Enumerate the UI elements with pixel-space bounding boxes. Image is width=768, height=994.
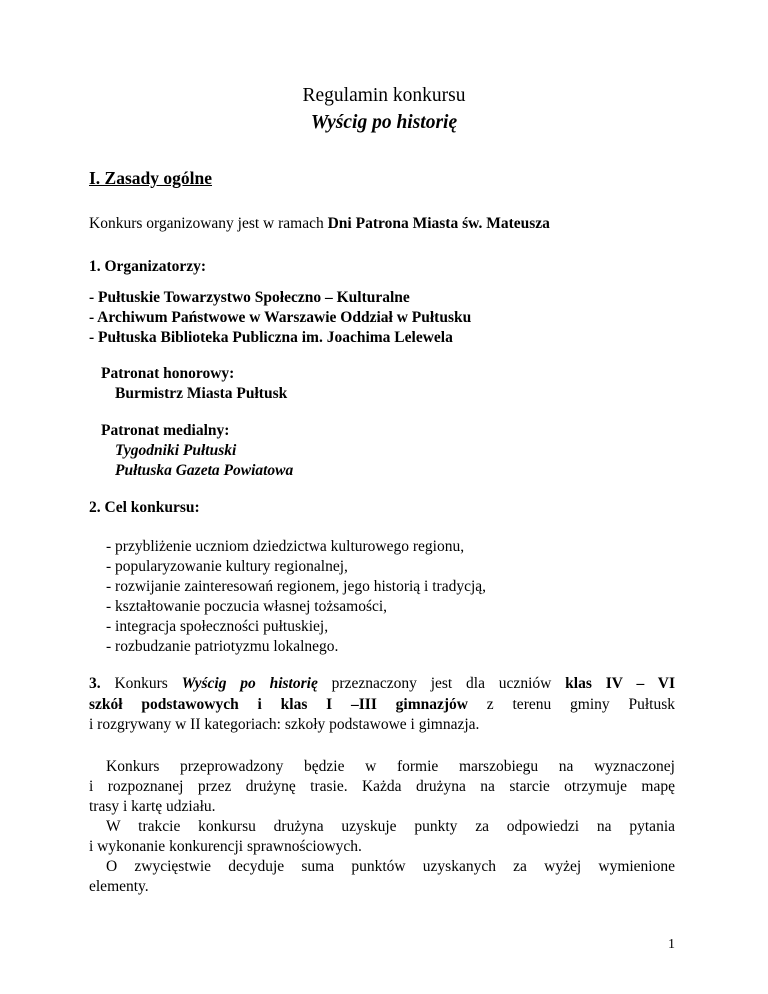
intro-bold: Dni Patrona Miasta św. Mateusza	[327, 215, 550, 232]
section3-text: z terenu gminy Pułtusk	[468, 696, 675, 713]
goal-item: - przybliżenie uczniom dziedzictwa kulturowego regionu,	[106, 538, 465, 555]
organizers-heading: 1. Organizatorzy:	[89, 258, 207, 275]
honorary-value: Burmistrz Miasta Pułtusk	[115, 385, 288, 402]
goal-item: - rozbudzanie patriotyzmu lokalnego.	[106, 638, 339, 655]
rules-line: elementy.	[89, 878, 149, 895]
section3-classes: klas IV – VI	[565, 675, 675, 692]
goal-heading: 2. Cel konkursu:	[89, 499, 200, 516]
section-heading: I. Zasady ogólne	[89, 168, 213, 188]
section3-line1	[89, 675, 675, 693]
media-heading: Patronat medialny:	[101, 422, 230, 439]
rules-line: Konkurs przeprowadzony będzie w formie marszobiegu na wyznaczonej	[106, 758, 675, 775]
section3-schools: szkół podstawowych i klas I –III gimnazjów	[89, 696, 468, 713]
section3-text: przeznaczony jest dla uczniów	[317, 675, 566, 692]
goal-item: - kształtowanie poczucia własnej tożsamości,	[106, 598, 388, 615]
section3-number: 3.	[89, 675, 101, 692]
rules-line: W trakcie konkursu drużyna uzyskuje punkty za odpowiedzi na pytania	[106, 818, 675, 835]
rules-line: O zwycięstwie decyduje suma punktów uzyskanych za wyżej wymienione	[106, 858, 675, 875]
media-item: Pułtuska Gazeta Powiatowa	[115, 462, 294, 479]
page-number: 1	[668, 937, 675, 952]
section3-line3: i rozgrywany w II kategoriach: szkoły podstawowe i gimnazja.	[89, 716, 480, 733]
honorary-heading: Patronat honorowy:	[101, 365, 235, 382]
contest-name: Wyścig po historię	[310, 112, 458, 133]
intro-line	[89, 215, 550, 233]
intro-text: Konkurs organizowany jest w ramach	[89, 215, 328, 232]
section3-contest-name: Wyścig po historię	[181, 675, 318, 692]
organizer-item: - Pułtuskie Towarzystwo Społeczno – Kulturalne	[89, 289, 410, 306]
rules-line: i rozpoznanej przez drużynę trasie. Każda drużyna na starcie otrzymuje mapę	[89, 778, 675, 795]
organizer-item: - Pułtuska Biblioteka Publiczna im. Joachima Lelewela	[89, 329, 453, 346]
media-item: Tygodniki Pułtuski	[115, 442, 237, 459]
goal-item: - popularyzowanie kultury regionalnej,	[106, 558, 348, 575]
rules-line: trasy i kartę udziału.	[89, 798, 216, 815]
organizer-item: - Archiwum Państwowe w Warszawie Oddział w Pułtusku	[89, 309, 472, 326]
goal-item: - integracja społeczności pułtuskiej,	[106, 618, 329, 635]
section3-text: Konkurs	[100, 675, 182, 692]
document-title: Regulamin konkursu	[302, 85, 466, 106]
section3-line2	[89, 696, 675, 714]
goal-item: - rozwijanie zainteresowań regionem, jego historią i tradycją,	[106, 578, 487, 595]
rules-line: i wykonanie konkurencji sprawnościowych.	[89, 838, 362, 855]
